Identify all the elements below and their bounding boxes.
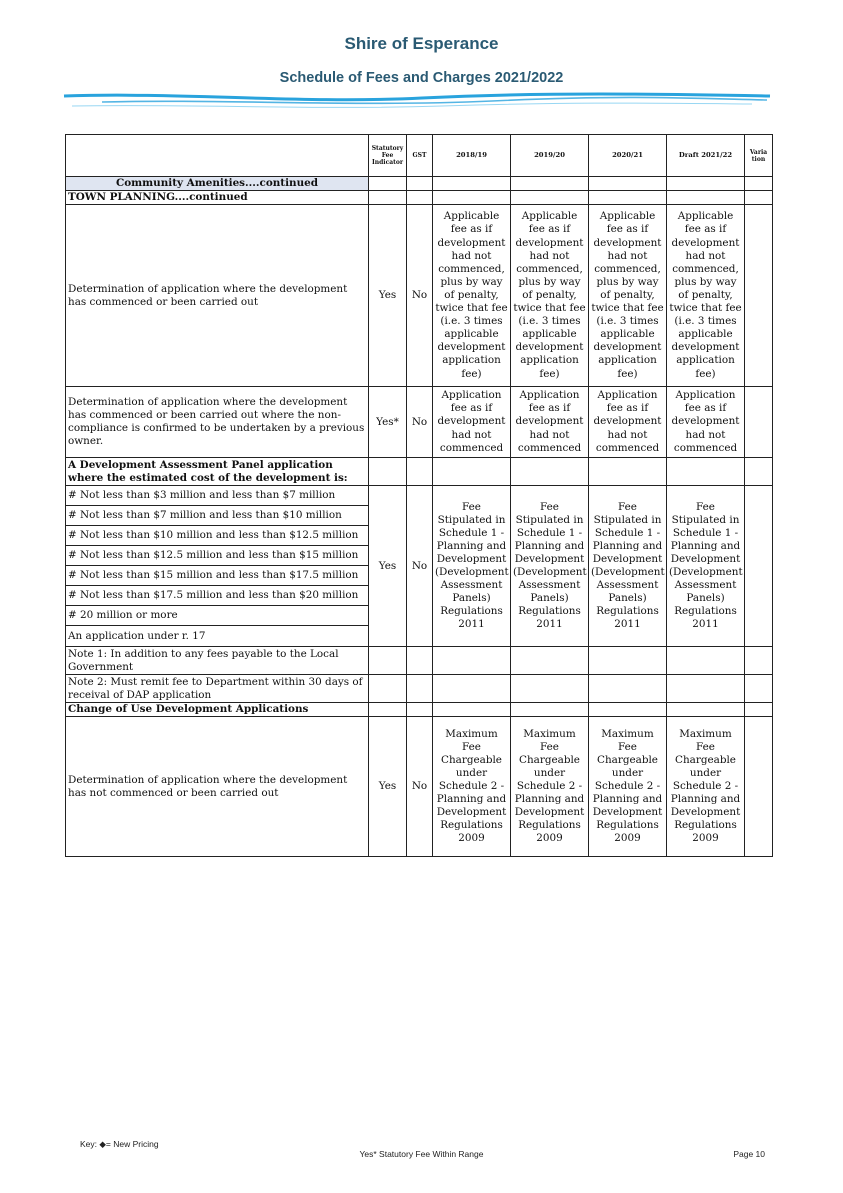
dap-item: An application under r. 17	[66, 626, 369, 647]
table-row	[66, 717, 773, 857]
fee-cell-2018-19: Application fee as if development had not commenced	[433, 387, 511, 458]
statutory-cell: Yes*	[369, 387, 407, 458]
fee-cell-2020-21: Applicable fee as if development had not commenced, plus by way of penalty, twice that fee (i.e. 3 times applicable development application fee)	[589, 205, 667, 387]
dap-item: # Not less than $7 million and less than $10 million	[66, 506, 369, 526]
section-heading-town-planning: TOWN PLANNING....continued	[66, 191, 369, 205]
statutory-cell: Yes	[369, 486, 407, 647]
header-variation: Varia tion	[745, 135, 773, 177]
table-row	[66, 675, 773, 703]
header-statutory: Statutory Fee Indicator	[369, 135, 407, 177]
note-1: Note 1: In addition to any fees payable to the Local Government	[66, 647, 369, 675]
header-2018-19: 2018/19	[433, 135, 511, 177]
fee-cell-2019-20: Fee Stipulated in Schedule 1 - Planning and Development (Development Assessment Panels) Regulations 2011	[511, 486, 589, 647]
variation-cell	[745, 717, 773, 857]
fee-cell-2020-21: Fee Stipulated in Schedule 1 - Planning and Development (Development Assessment Panels) Regulations 2011	[589, 486, 667, 647]
footer-page-number: Page 10	[733, 1149, 765, 1159]
note-2: Note 2: Must remit fee to Department within 30 days of receival of DAP application	[66, 675, 369, 703]
fee-cell-2018-19: Maximum Fee Chargeable under Schedule 2 - Planning and Development Regulations 2009	[433, 717, 511, 857]
footer-statutory-note: Yes* Statutory Fee Within Range	[359, 1149, 484, 1159]
gst-cell: No	[407, 486, 433, 647]
header-gst: GST	[407, 135, 433, 177]
dap-item: # Not less than $10 million and less than $12.5 million	[66, 526, 369, 546]
header-2020-21: 2020/21	[589, 135, 667, 177]
dap-item: # Not less than $12.5 million and less than $15 million	[66, 546, 369, 566]
table-row	[66, 387, 773, 458]
fee-cell-draft-2021-22: Maximum Fee Chargeable under Schedule 2 - Planning and Development Regulations 2009	[667, 717, 745, 857]
table-row	[66, 647, 773, 675]
dap-item: # Not less than $17.5 million and less than $20 million	[66, 586, 369, 606]
fee-cell-2019-20: Maximum Fee Chargeable under Schedule 2 - Planning and Development Regulations 2009	[511, 717, 589, 857]
schedule-subtitle: Schedule of Fees and Charges 2021/2022	[279, 70, 564, 86]
organisation-title: Shire of Esperance	[344, 34, 499, 53]
row-description: Determination of application where the development has commenced or been carried out where the non-compliance is confirmed to be undertaken by a previous owner.	[66, 387, 369, 458]
section-row	[66, 703, 773, 717]
dap-heading: A Development Assessment Panel application where the estimated cost of the development is:	[66, 458, 369, 486]
row-description: Determination of application where the development has not commenced or been carried out	[66, 717, 369, 857]
section-row	[66, 458, 773, 486]
row-description: Determination of application where the development has commenced or been carried out	[66, 205, 369, 387]
fee-cell-draft-2021-22: Fee Stipulated in Schedule 1 - Planning and Development (Development Assessment Panels) Regulations 2011	[667, 486, 745, 647]
fee-cell-2018-19: Applicable fee as if development had not commenced, plus by way of penalty, twice that fee (i.e. 3 times applicable development application fee)	[433, 205, 511, 387]
dap-item: # Not less than $3 million and less than $7 million	[66, 486, 369, 506]
statutory-cell: Yes	[369, 717, 407, 857]
table-header-row	[66, 135, 773, 177]
fee-cell-draft-2021-22: Applicable fee as if development had not commenced, plus by way of penalty, twice that fee (i.e. 3 times applicable development application fee)	[667, 205, 745, 387]
dap-item: # Not less than $15 million and less than $17.5 million	[66, 566, 369, 586]
fee-cell-2020-21: Maximum Fee Chargeable under Schedule 2 - Planning and Development Regulations 2009	[589, 717, 667, 857]
fee-cell-draft-2021-22: Application fee as if development had not commenced	[667, 387, 745, 458]
fee-cell-2018-19: Fee Stipulated in Schedule 1 - Planning and Development (Development Assessment Panels) Regulations 2011	[433, 486, 511, 647]
header-draft-2021-22: Draft 2021/22	[667, 135, 745, 177]
variation-cell	[745, 205, 773, 387]
table-row	[66, 486, 773, 506]
decorative-wave-divider	[62, 88, 772, 114]
variation-cell	[745, 387, 773, 458]
header-description	[66, 135, 369, 177]
dap-item: # 20 million or more	[66, 606, 369, 626]
section-row	[66, 177, 773, 191]
statutory-cell: Yes	[369, 205, 407, 387]
fee-cell-2019-20: Applicable fee as if development had not commenced, plus by way of penalty, twice that fee (i.e. 3 times applicable development application fee)	[511, 205, 589, 387]
section-heading-change-of-use: Change of Use Development Applications	[66, 703, 369, 717]
footer-key: Key: ◆= New Pricing	[80, 1139, 159, 1149]
table-row	[66, 205, 773, 387]
section-heading-community: Community Amenities....continued	[66, 177, 369, 191]
fee-cell-2020-21: Application fee as if development had not commenced	[589, 387, 667, 458]
gst-cell: No	[407, 717, 433, 857]
gst-cell: No	[407, 387, 433, 458]
gst-cell: No	[407, 205, 433, 387]
fees-table	[65, 134, 773, 857]
variation-cell	[745, 486, 773, 647]
header-2019-20: 2019/20	[511, 135, 589, 177]
section-row	[66, 191, 773, 205]
fee-cell-2019-20: Application fee as if development had not commenced	[511, 387, 589, 458]
